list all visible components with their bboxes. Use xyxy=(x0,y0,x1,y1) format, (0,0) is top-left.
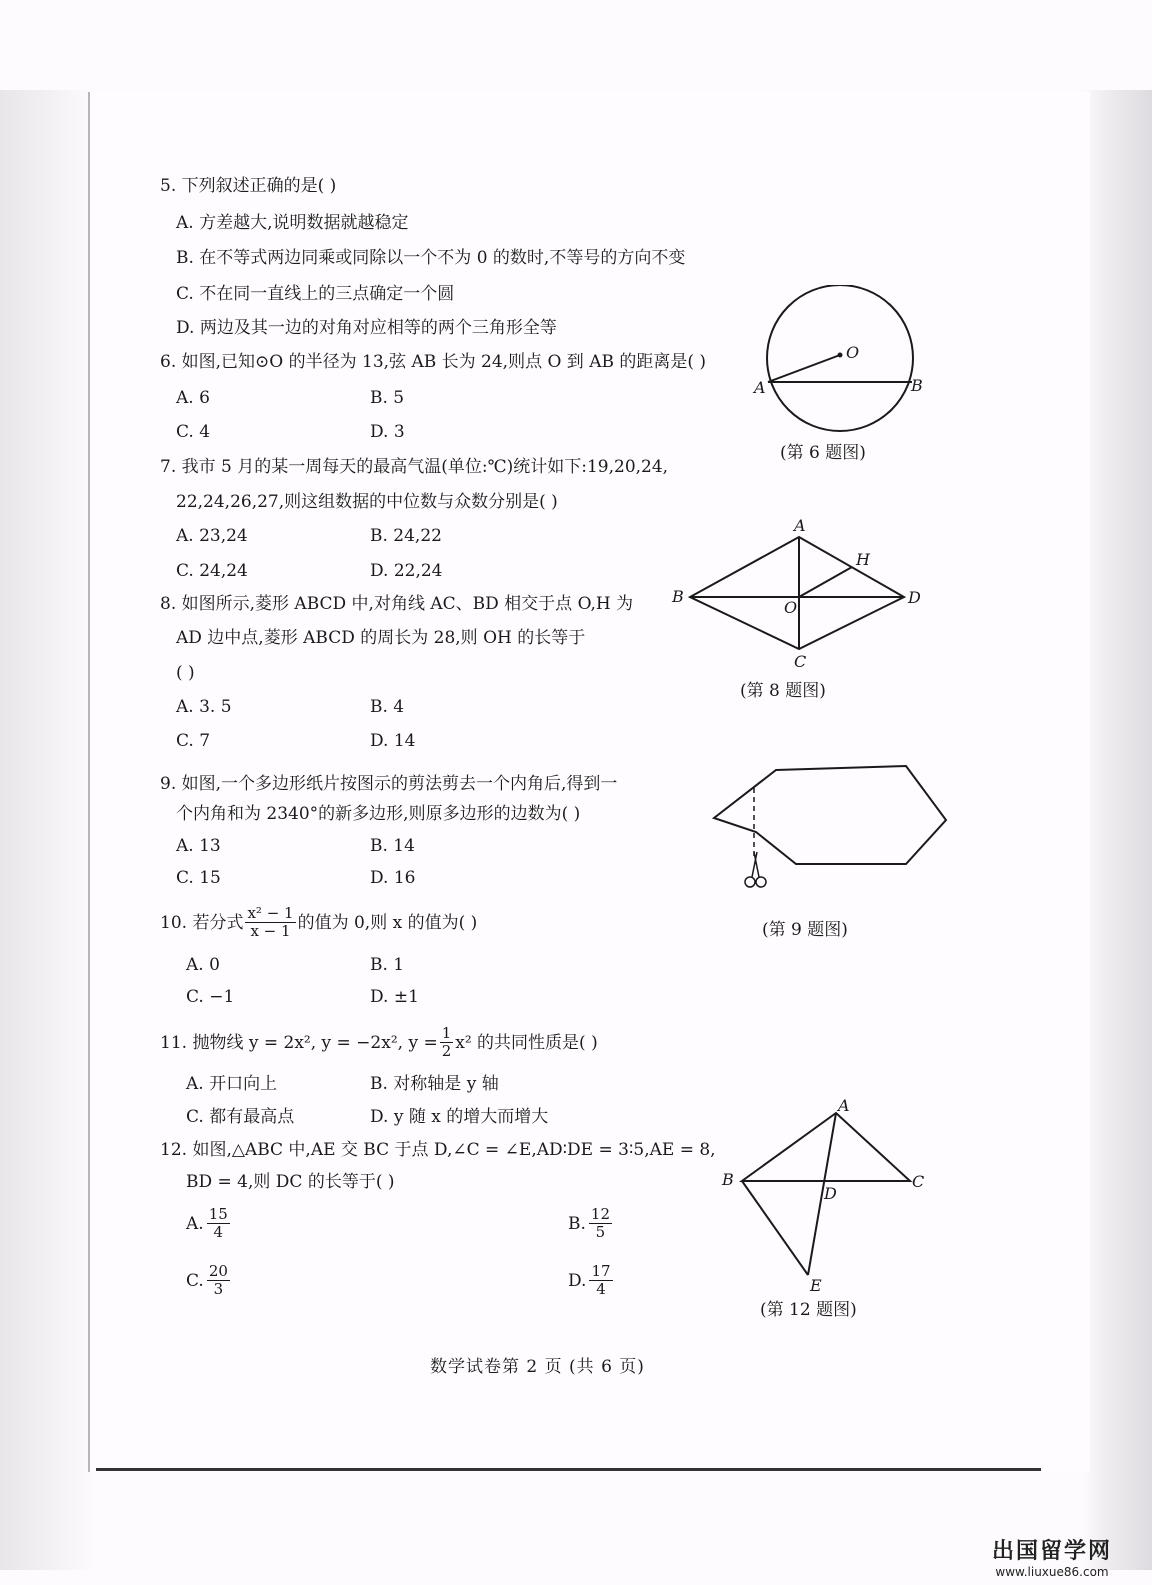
label-a: A xyxy=(838,1096,850,1115)
question-5-option-b: B. 在不等式两边同乘或同除以一个不为 0 的数时,不等号的方向不变 xyxy=(176,248,686,268)
question-8-stem-line2: AD 边中点,菱形 ABCD 的周长为 28,则 OH 的长等于 xyxy=(176,628,586,648)
scan-shadow-left xyxy=(0,90,95,1570)
question-7-option-a: A. 23,24 xyxy=(176,526,248,546)
option-letter: B. xyxy=(568,1213,586,1234)
question-10-stem xyxy=(160,905,477,940)
question-10-fraction xyxy=(245,905,295,940)
page-footer: 数学试卷第 2 页 (共 6 页) xyxy=(430,1357,645,1377)
question-12-stem: 12. 如图,△ABC 中,AE 交 BC 于点 D,∠C = ∠E,AD∶DE = 3∶5,AE = 8, xyxy=(160,1140,716,1160)
question-10-option-b: B. 1 xyxy=(370,955,405,975)
figure-9-caption: (第 9 题图) xyxy=(762,920,848,940)
question-7-option-c: C. 24,24 xyxy=(176,561,248,581)
question-6-option-b: B. 5 xyxy=(370,388,405,408)
question-11-option-c: C. 都有最高点 xyxy=(186,1107,295,1127)
label-e: E xyxy=(810,1276,822,1295)
label-b: B xyxy=(911,376,923,395)
question-9-option-b: B. 14 xyxy=(370,836,415,856)
question-12-option-b xyxy=(568,1206,612,1241)
question-8-stem-line3: ( ) xyxy=(176,663,195,683)
option-letter: C. xyxy=(186,1270,204,1291)
question-6-option-a: A. 6 xyxy=(176,388,210,408)
label-d: D xyxy=(908,588,921,607)
figure-9-polygon-diagram xyxy=(706,760,966,895)
question-5-stem: 5. 下列叙述正确的是( ) xyxy=(160,176,337,196)
label-c: C xyxy=(794,652,807,671)
denominator: 4 xyxy=(596,1280,606,1298)
numerator: 15 xyxy=(208,1205,228,1223)
polygon-outline xyxy=(714,766,946,864)
question-11-stem-pre: 11. 抛物线 y = 2x², y = −2x², y = xyxy=(160,1032,438,1053)
question-9-option-a: A. 13 xyxy=(176,836,221,856)
watermark-url: www.liuxue86.com xyxy=(995,1565,1109,1579)
question-8-option-d: D. 14 xyxy=(370,731,416,751)
label-o: O xyxy=(784,598,798,617)
question-12-option-d xyxy=(568,1263,613,1298)
bottom-rule xyxy=(96,1468,1041,1471)
question-9-option-d: D. 16 xyxy=(370,868,416,888)
question-6-stem: 6. 如图,已知⊙O 的半径为 13,弦 AB 长为 24,则点 O 到 AB 的距离是( ) xyxy=(160,352,707,372)
numerator: 17 xyxy=(591,1262,611,1280)
label-b: B xyxy=(672,587,684,606)
numerator: 20 xyxy=(208,1262,228,1280)
question-8-stem: 8. 如图所示,菱形 ABCD 中,对角线 AC、BD 相交于点 O,H 为 xyxy=(160,594,634,614)
figure-8-caption: (第 8 题图) xyxy=(740,681,826,701)
question-5-option-a: A. 方差越大,说明数据就越稳定 xyxy=(176,213,409,233)
figure-12-caption: (第 12 题图) xyxy=(760,1300,857,1320)
figure-6-caption: (第 6 题图) xyxy=(780,443,866,463)
option-fraction xyxy=(589,1206,612,1241)
question-10-stem-pre: 10. 若分式 xyxy=(160,912,244,933)
figure-8-rhombus-diagram xyxy=(668,515,928,675)
denominator: 5 xyxy=(595,1223,606,1241)
rhombus-abcd xyxy=(690,537,904,649)
segment-oh xyxy=(799,567,852,597)
scissors-icon-ring-right xyxy=(756,877,766,887)
option-fraction xyxy=(589,1263,612,1298)
numerator: 12 xyxy=(590,1205,610,1223)
option-fraction xyxy=(207,1206,230,1241)
question-12-option-c xyxy=(186,1263,230,1298)
label-h: H xyxy=(856,550,870,569)
center-point xyxy=(838,353,843,358)
scissors-icon-ring-left xyxy=(745,877,755,887)
question-11-denominator: 2 xyxy=(441,1042,452,1060)
question-10-stem-post: 的值为 0,则 x 的值为( ) xyxy=(297,912,478,933)
question-11-stem xyxy=(160,1025,598,1060)
label-d: D xyxy=(824,1184,837,1203)
question-10-option-c: C. −1 xyxy=(186,987,235,1007)
question-7-stem-line2: 22,24,26,27,则这组数据的中位数与众数分别是( ) xyxy=(176,492,558,512)
option-letter: A. xyxy=(186,1213,204,1234)
scan-shadow-right xyxy=(1082,90,1152,1570)
question-6-option-c: C. 4 xyxy=(176,422,211,442)
figure-12-triangle-diagram xyxy=(716,1095,936,1295)
question-8-option-a: A. 3. 5 xyxy=(176,697,232,717)
question-6-option-d: D. 3 xyxy=(370,422,405,442)
question-10-option-a: A. 0 xyxy=(186,955,220,975)
denominator: 3 xyxy=(213,1280,224,1298)
segment-be xyxy=(742,1181,808,1275)
label-c: C xyxy=(912,1172,925,1191)
label-a: A xyxy=(754,378,766,397)
question-10-numerator: x² − 1 xyxy=(247,904,294,922)
label-b: B xyxy=(722,1170,734,1189)
question-11-stem-post: x² 的共同性质是( ) xyxy=(455,1032,598,1053)
question-11-numerator: 1 xyxy=(441,1024,452,1042)
question-11-option-b: B. 对称轴是 y 轴 xyxy=(370,1074,499,1094)
option-fraction xyxy=(207,1263,230,1298)
question-5-option-d: D. 两边及其一边的对角对应相等的两个三角形全等 xyxy=(176,318,557,338)
question-9-stem-line2: 个内角和为 2340°的新多边形,则原多边形的边数为( ) xyxy=(176,804,581,824)
question-8-option-b: B. 4 xyxy=(370,697,405,717)
question-7-option-d: D. 22,24 xyxy=(370,561,443,581)
question-10-option-d: D. ±1 xyxy=(370,987,419,1007)
question-11-fraction xyxy=(440,1025,454,1060)
figure-6-circle-diagram xyxy=(750,285,930,435)
question-10-denominator: x − 1 xyxy=(250,922,291,940)
denominator: 4 xyxy=(213,1223,223,1241)
question-12-option-a xyxy=(186,1206,230,1241)
question-5-option-c: C. 不在同一直线上的三点确定一个圆 xyxy=(176,284,455,304)
question-8-option-c: C. 7 xyxy=(176,731,211,751)
radius-oa xyxy=(768,355,840,382)
site-watermark xyxy=(992,1534,1112,1579)
question-7-option-b: B. 24,22 xyxy=(370,526,442,546)
question-11-option-d: D. y 随 x 的增大而增大 xyxy=(370,1107,549,1127)
label-a: A xyxy=(794,516,806,535)
watermark-title: 出国留学网 xyxy=(991,1539,1112,1564)
circle-o xyxy=(767,285,913,431)
question-7-stem: 7. 我市 5 月的某一周每天的最高气温(单位:℃)统计如下:19,20,24, xyxy=(160,457,669,477)
question-9-stem: 9. 如图,一个多边形纸片按图示的剪法剪去一个内角后,得到一 xyxy=(160,774,618,794)
question-9-option-c: C. 15 xyxy=(176,868,221,888)
question-11-option-a: A. 开口向上 xyxy=(186,1074,278,1094)
option-letter: D. xyxy=(568,1270,587,1291)
label-o: O xyxy=(846,343,860,362)
question-12-stem-line2: BD = 4,则 DC 的长等于( ) xyxy=(186,1172,395,1192)
